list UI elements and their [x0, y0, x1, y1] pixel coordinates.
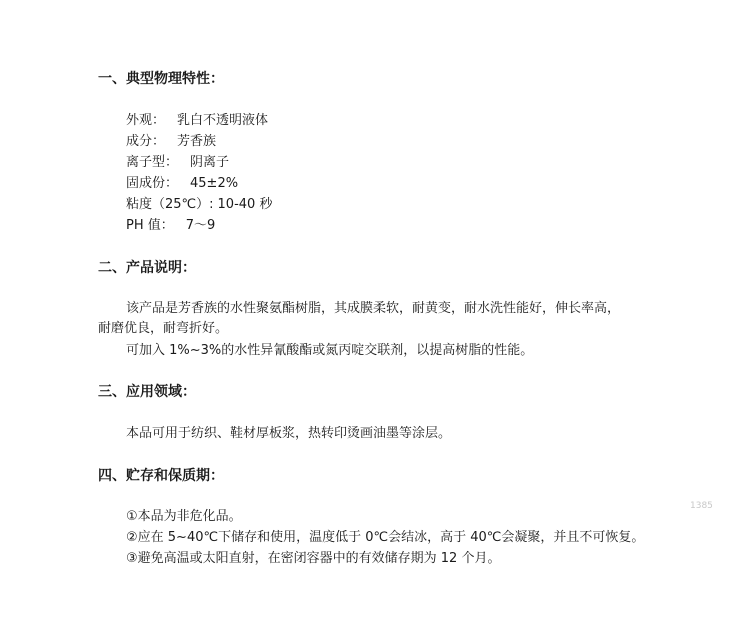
- property-label: PH 值：: [126, 218, 174, 233]
- property-row-appearance: [126, 112, 268, 130]
- property-value: 10-40 秒: [217, 197, 273, 212]
- property-row-ion-type: [126, 154, 229, 172]
- paragraph-line: 耐磨优良，耐弯折好。: [98, 321, 229, 336]
- property-label: 离子型：: [126, 155, 179, 170]
- page-number: 1385: [690, 501, 713, 511]
- property-label: 粘度（25℃）:: [126, 197, 214, 212]
- property-row-ph: [126, 217, 215, 235]
- property-value: 阴离子: [190, 155, 230, 170]
- list-item: ②应在 5~40℃下储存和使用，温度低于 0℃会结冰，高于 40℃会凝聚，并且不可恢复。: [126, 530, 645, 545]
- paragraph-line: 可加入 1%~3%的水性异氰酸酯或氮丙啶交联剂，以提高树脂的性能。: [126, 343, 534, 358]
- property-value: 7～9: [185, 218, 216, 233]
- paragraph-line: 本品可用于纺织、鞋材厚板浆，热转印烫画油墨等涂层。: [126, 426, 452, 441]
- property-value: 乳白不透明液体: [177, 113, 269, 128]
- property-row-composition: [126, 133, 216, 151]
- paragraph-line: 该产品是芳香族的水性聚氨酯树脂，其成膜柔软，耐黄变，耐水洗性能好，伸长率高，: [126, 301, 621, 316]
- section-heading-storage: 四、贮存和保质期：: [98, 468, 224, 484]
- section-heading-physical-properties: 一、典型物理特性：: [98, 71, 224, 87]
- property-label: 固成份：: [126, 176, 179, 191]
- property-label: 外观：: [126, 113, 166, 128]
- property-label: 成分：: [126, 134, 166, 149]
- property-value: 芳香族: [177, 134, 217, 149]
- list-item: ③避免高温或太阳直射，在密闭容器中的有效储存期为 12 个月。: [126, 551, 501, 566]
- property-value: 45±2%: [190, 176, 239, 191]
- section-heading-product-description: 二、产品说明：: [98, 260, 196, 276]
- property-row-solid-content: [126, 175, 238, 193]
- property-row-viscosity: [126, 196, 272, 214]
- section-heading-applications: 三、应用领域：: [98, 384, 196, 400]
- list-item: ①本品为非危化品。: [126, 509, 242, 524]
